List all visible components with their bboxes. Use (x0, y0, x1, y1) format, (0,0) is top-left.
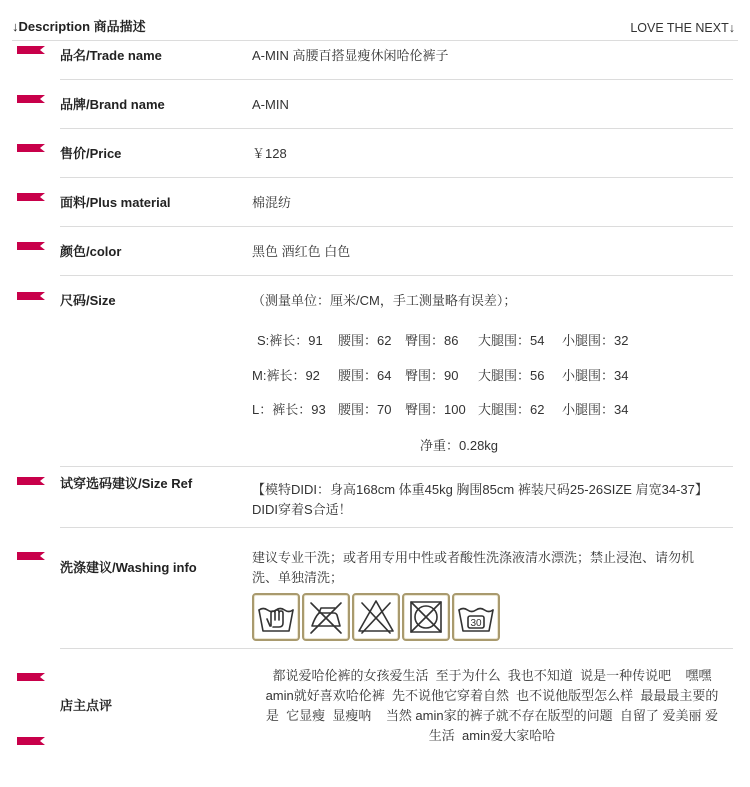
material-value: 棉混纺 (252, 195, 292, 210)
size-row-l (252, 400, 712, 420)
size-ref-label: 试穿选码建议/Size Ref (60, 476, 193, 491)
section-title: ↓Description 商品描述 (12, 19, 146, 34)
price-label: 售价/Price (60, 146, 122, 161)
size-cell: L：裤长：93 (252, 402, 326, 417)
size-measure-note: （测量单位：厘米/CM，手工测量略有误差）； (252, 293, 517, 308)
do-not-tumble-dry-icon (402, 593, 450, 641)
size-cell: 小腿围：34 (562, 402, 629, 417)
color-value: 黑色 酒红色 白色 (252, 244, 351, 259)
row-divider (60, 128, 733, 129)
size-ref-line: 【模特DIDI：身高168cm 体重45kg 胸围85cm 裤装尺码25-26SIZE 肩宽34-37】 (252, 482, 708, 497)
row-divider (60, 275, 733, 276)
row-marker-icon (17, 46, 45, 54)
brand-slogan: LOVE THE NEXT↓ (630, 21, 735, 35)
size-cell: 腰围：62 (338, 333, 392, 348)
row-marker-icon (17, 673, 45, 681)
size-cell: M:裤长：92 (252, 368, 320, 383)
size-cell: 臀围：86 (405, 333, 459, 348)
wash-30-icon (452, 593, 500, 641)
row-marker-icon (17, 95, 45, 103)
brand-name-label: 品牌/Brand name (60, 97, 165, 112)
size-cell: S:裤长：91 (257, 333, 323, 348)
size-cell: 小腿围：32 (562, 333, 629, 348)
header-divider (12, 40, 738, 41)
row-divider (60, 79, 733, 80)
row-marker-icon (17, 193, 45, 201)
row-marker-icon (17, 144, 45, 152)
row-marker-icon (17, 737, 45, 745)
wash-temperature: 30 (470, 618, 482, 629)
row-divider (60, 648, 733, 649)
size-cell: 臀围：100 (405, 402, 466, 417)
size-cell: 大腿围：54 (478, 333, 545, 348)
row-marker-icon (17, 242, 45, 250)
review-text (250, 666, 734, 746)
trade-name-value: A-MIN 高腰百搭显瘦休闲哈伦裤子 (252, 48, 449, 63)
row-marker-icon (17, 292, 45, 300)
size-cell: 小腿围：34 (562, 368, 629, 383)
size-cell: 腰围：64 (338, 368, 392, 383)
size-cell: 大腿围：62 (478, 402, 545, 417)
row-divider (60, 226, 733, 227)
size-row-s (252, 331, 712, 351)
net-weight: 净重：0.28kg (420, 438, 499, 453)
color-label: 颜色/color (60, 244, 122, 259)
row-marker-icon (17, 477, 45, 485)
hand-wash-icon (252, 593, 300, 641)
brand-name-value: A-MIN (252, 97, 289, 112)
material-label: 面料/Plus material (60, 195, 171, 210)
review-line: 都说爱哈伦裤的女孩爱生活 至于为什么 我也不知道 说是一种传说吧 嘿嘿 (272, 668, 712, 683)
size-cell: 臀围：90 (405, 368, 459, 383)
do-not-bleach-icon (352, 593, 400, 641)
size-cell: 大腿围：56 (478, 368, 545, 383)
row-divider (60, 177, 733, 178)
review-line: 生活 amin爱大家哈哈 (428, 728, 556, 743)
row-divider (60, 466, 733, 467)
row-divider (60, 527, 733, 528)
size-cell: 腰围：70 (338, 402, 392, 417)
row-marker-icon (17, 552, 45, 560)
washing-text: 建议专业干洗；或者用专用中性或者酸性洗涤液清水漂洗；禁止浸泡、请勿机洗、单独清洗； (252, 550, 695, 585)
review-line: amin就好喜欢哈伦裤 先不说他它穿着自然 也不说他版型怎么样 最最最主要的 (265, 688, 719, 703)
review-label: 店主点评 (60, 698, 113, 713)
review-line: 是 它显瘦 显瘦呐 当然 amin家的裤子就不存在版型的问题 自留了 爱美丽 爱 (265, 708, 719, 723)
trade-name-label: 品名/Trade name (60, 48, 162, 63)
size-ref-line: DIDI穿着S合适！ (252, 502, 352, 517)
do-not-iron-icon (302, 593, 350, 641)
price-value: ￥128 (252, 146, 287, 161)
washing-label: 洗涤建议/Washing info (60, 560, 197, 575)
size-label: 尺码/Size (60, 293, 116, 308)
size-row-m (252, 366, 712, 386)
